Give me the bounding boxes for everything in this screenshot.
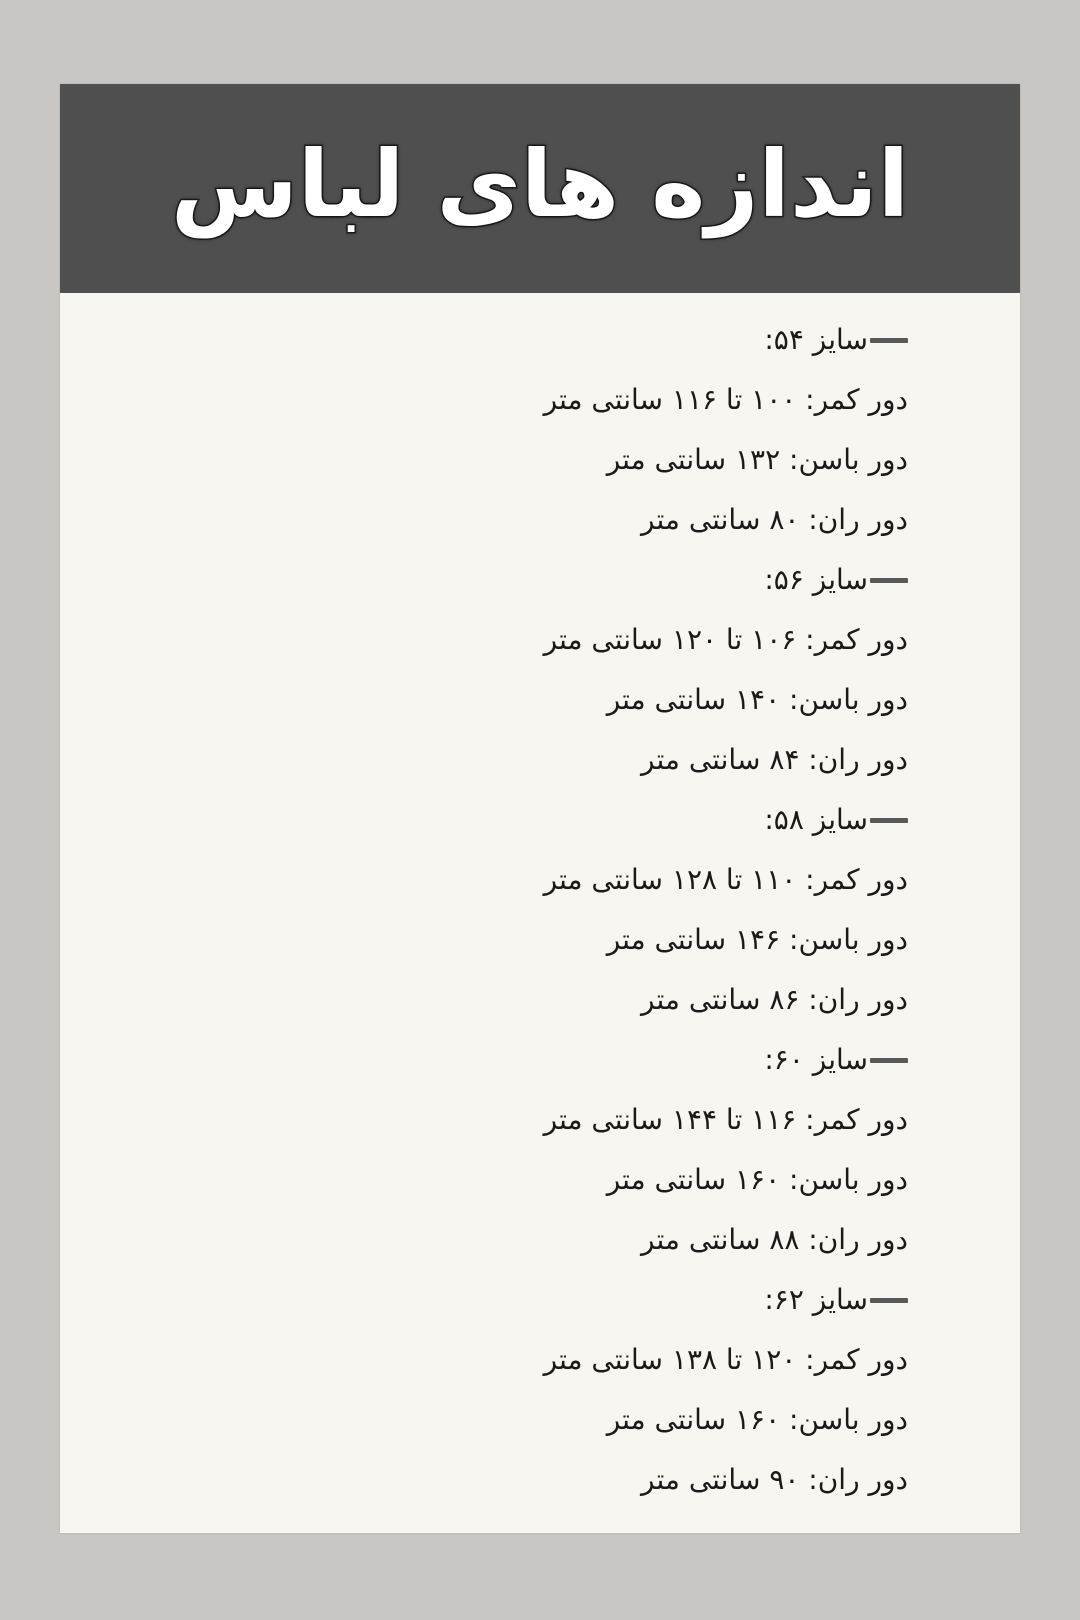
waist-measurement: دور کمر: ۱۱۶ تا ۱۴۴ سانتی متر	[543, 1103, 908, 1136]
title-banner	[60, 84, 1020, 293]
size-chart-card	[60, 84, 1020, 1533]
size-heading	[544, 790, 908, 850]
thigh-measurement: دور ران: ۸۰ سانتی متر	[641, 503, 908, 536]
dash-marker-icon	[870, 338, 908, 343]
size-heading	[544, 1030, 908, 1090]
size-heading	[544, 1270, 908, 1330]
size-list	[544, 310, 908, 1510]
dash-marker-icon	[870, 818, 908, 823]
thigh-measurement: دور ران: ۹۰ سانتی متر	[641, 1463, 908, 1496]
size-label: سایز ۶۰:	[764, 1043, 868, 1076]
size-heading	[544, 550, 908, 610]
dash-marker-icon	[870, 1058, 908, 1063]
hip-measurement: دور باسن: ۱۳۲ سانتی متر	[606, 443, 908, 476]
waist-measurement: دور کمر: ۱۱۰ تا ۱۲۸ سانتی متر	[543, 863, 908, 896]
hip-measurement: دور باسن: ۱۴۰ سانتی متر	[606, 683, 908, 716]
hip-measurement: دور باسن: ۱۶۰ سانتی متر	[606, 1163, 908, 1196]
waist-measurement: دور کمر: ۱۰۶ تا ۱۲۰ سانتی متر	[543, 623, 908, 656]
waist-measurement: دور کمر: ۱۰۰ تا ۱۱۶ سانتی متر	[543, 383, 908, 416]
dash-marker-icon	[870, 578, 908, 583]
size-label: سایز ۶۲:	[764, 1283, 868, 1316]
hip-measurement: دور باسن: ۱۴۶ سانتی متر	[606, 923, 908, 956]
hip-measurement: دور باسن: ۱۶۰ سانتی متر	[606, 1403, 908, 1436]
dash-marker-icon	[870, 1298, 908, 1303]
thigh-measurement: دور ران: ۸۶ سانتی متر	[641, 983, 908, 1016]
waist-measurement: دور کمر: ۱۲۰ تا ۱۳۸ سانتی متر	[543, 1343, 908, 1376]
thigh-measurement: دور ران: ۸۴ سانتی متر	[641, 743, 908, 776]
size-heading	[544, 310, 908, 370]
size-label: سایز ۵۶:	[764, 563, 868, 596]
size-label: سایز ۵۴:	[764, 323, 868, 356]
thigh-measurement: دور ران: ۸۸ سانتی متر	[641, 1223, 908, 1256]
page-title: اندازه های لباس	[170, 130, 910, 238]
size-label: سایز ۵۸:	[764, 803, 868, 836]
